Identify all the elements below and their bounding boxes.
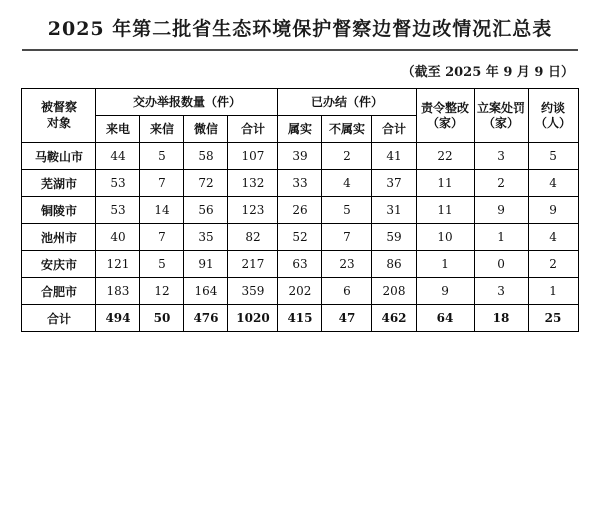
cell-interview: 9 <box>528 197 578 224</box>
cell-letter: 12 <box>140 278 184 305</box>
cell-interview: 5 <box>528 143 578 170</box>
cell-wechat: 91 <box>184 251 228 278</box>
cell-rectification: 9 <box>416 278 474 305</box>
total-interview: 25 <box>528 305 578 332</box>
cell-rectification: 11 <box>416 197 474 224</box>
cell-rectification: 11 <box>416 170 474 197</box>
cell-false: 5 <box>322 197 372 224</box>
row-label: 铜陵市 <box>22 197 96 224</box>
cell-penalty: 9 <box>474 197 528 224</box>
summary-table <box>21 88 578 332</box>
cell-interview: 2 <box>528 251 578 278</box>
cell-wechat: 58 <box>184 143 228 170</box>
cell-transferred-total: 132 <box>228 170 278 197</box>
cell-penalty: 3 <box>474 143 528 170</box>
cell-true: 52 <box>278 224 322 251</box>
cell-transferred-total: 107 <box>228 143 278 170</box>
cell-true: 26 <box>278 197 322 224</box>
cell-completed-total: 86 <box>372 251 416 278</box>
group-header-penalty <box>474 89 528 143</box>
cell-call: 121 <box>96 251 140 278</box>
total-rectification: 64 <box>416 305 474 332</box>
sub-header-call: 来电 <box>96 116 140 143</box>
cell-transferred-total: 217 <box>228 251 278 278</box>
total-letter: 50 <box>140 305 184 332</box>
cell-wechat: 35 <box>184 224 228 251</box>
cell-true: 39 <box>278 143 322 170</box>
cell-call: 40 <box>96 224 140 251</box>
table-row <box>22 251 578 278</box>
cell-completed-total: 31 <box>372 197 416 224</box>
cell-transferred-total: 123 <box>228 197 278 224</box>
cell-true: 33 <box>278 170 322 197</box>
penalty-label-line1: 立案处罚 <box>477 100 526 115</box>
row-label: 合肥市 <box>22 278 96 305</box>
row-label: 池州市 <box>22 224 96 251</box>
page-title: 2025 年第二批省生态环境保护督察边督边改情况汇总表 <box>47 18 553 40</box>
cell-call: 44 <box>96 143 140 170</box>
cell-rectification: 1 <box>416 251 474 278</box>
table-row <box>22 224 578 251</box>
document-subtitle: （截至 2025 年 9 月 9 日） <box>401 65 574 80</box>
cell-rectification: 22 <box>416 143 474 170</box>
cell-letter: 5 <box>140 251 184 278</box>
cell-letter: 5 <box>140 143 184 170</box>
table-row <box>22 197 578 224</box>
cell-false: 7 <box>322 224 372 251</box>
cell-completed-total: 59 <box>372 224 416 251</box>
sub-header-completed-total: 合计 <box>372 116 416 143</box>
cell-wechat: 164 <box>184 278 228 305</box>
total-call: 494 <box>96 305 140 332</box>
cell-transferred-total: 359 <box>228 278 278 305</box>
group-header-transferred: 交办举报数量（件） <box>96 89 278 116</box>
interview-label-line1: 约谈 <box>541 100 566 115</box>
sub-header-letter: 来信 <box>140 116 184 143</box>
total-penalty: 18 <box>474 305 528 332</box>
sub-header-false: 不属实 <box>322 116 372 143</box>
cell-interview: 1 <box>528 278 578 305</box>
table-body <box>22 143 578 332</box>
sub-header-true: 属实 <box>278 116 322 143</box>
corner-header-cell <box>22 89 96 143</box>
sub-header-transferred-total: 合计 <box>228 116 278 143</box>
table-total-row <box>22 305 578 332</box>
row-label: 芜湖市 <box>22 170 96 197</box>
table-row <box>22 170 578 197</box>
penalty-label-line2: （家） <box>483 115 520 130</box>
cell-wechat: 72 <box>184 170 228 197</box>
cell-interview: 4 <box>528 170 578 197</box>
header-row-groups <box>22 89 578 116</box>
cell-interview: 4 <box>528 224 578 251</box>
table-row <box>22 278 578 305</box>
total-row-label: 合计 <box>22 305 96 332</box>
row-label: 安庆市 <box>22 251 96 278</box>
cell-wechat: 56 <box>184 197 228 224</box>
interview-label-line2: （人） <box>535 115 572 130</box>
total-true: 415 <box>278 305 322 332</box>
cell-true: 202 <box>278 278 322 305</box>
cell-true: 63 <box>278 251 322 278</box>
rectification-label-line1: 责令整改 <box>421 100 470 115</box>
cell-call: 183 <box>96 278 140 305</box>
cell-completed-total: 37 <box>372 170 416 197</box>
sub-header-wechat: 微信 <box>184 116 228 143</box>
cell-false: 4 <box>322 170 372 197</box>
cell-false: 6 <box>322 278 372 305</box>
cell-transferred-total: 82 <box>228 224 278 251</box>
cell-letter: 14 <box>140 197 184 224</box>
cell-call: 53 <box>96 197 140 224</box>
total-completed-total: 462 <box>372 305 416 332</box>
total-wechat: 476 <box>184 305 228 332</box>
cell-completed-total: 208 <box>372 278 416 305</box>
cell-penalty: 0 <box>474 251 528 278</box>
row-label: 马鞍山市 <box>22 143 96 170</box>
cell-letter: 7 <box>140 170 184 197</box>
cell-completed-total: 41 <box>372 143 416 170</box>
cell-false: 23 <box>322 251 372 278</box>
table-header <box>22 89 578 143</box>
group-header-rectification <box>416 89 474 143</box>
cell-penalty: 3 <box>474 278 528 305</box>
cell-letter: 7 <box>140 224 184 251</box>
group-header-completed: 已办结（件） <box>278 89 416 116</box>
cell-call: 53 <box>96 170 140 197</box>
corner-label-line2: 对象 <box>46 115 71 130</box>
rectification-label-line2: （家） <box>427 115 464 130</box>
total-transferred-total: 1020 <box>228 305 278 332</box>
cell-penalty: 2 <box>474 170 528 197</box>
cell-false: 2 <box>322 143 372 170</box>
cell-penalty: 1 <box>474 224 528 251</box>
corner-label-line1: 被督察 <box>40 99 77 114</box>
table-row <box>22 143 578 170</box>
cell-rectification: 10 <box>416 224 474 251</box>
group-header-interview <box>528 89 578 143</box>
total-false: 47 <box>322 305 372 332</box>
